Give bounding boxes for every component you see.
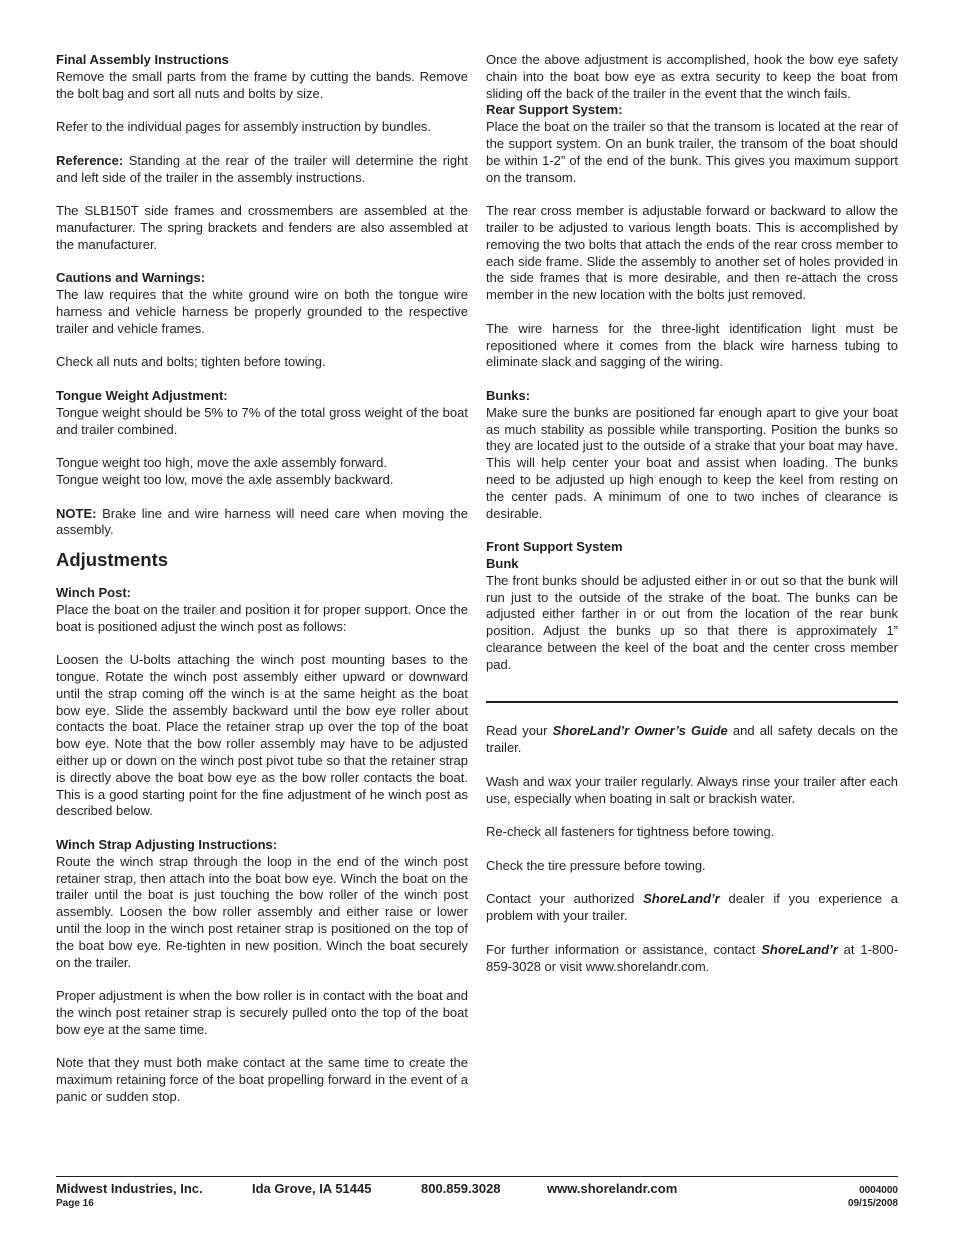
footer-website: www.shorelandr.com <box>547 1181 678 1196</box>
front-support-text: The front bunks should be adjusted either in or out so that the bunk will run just to the outside of the strake of the boat. The bunks can be adjusted either farther in or out from the location of the rear bunk position. Adjust the bunks up so that there is approximately 1” clearance between the keel of the boat and the center cross member pad. <box>486 572 898 672</box>
proper-text: Proper adjustment is when the bow roller is in contact with the boat and the winch post retainer strap is securely pulled onto the top of the boat bow eye at the same time. <box>56 988 468 1037</box>
final-assembly-heading: Final Assembly Instructions <box>56 52 229 67</box>
tongue-text: Tongue weight should be 5% to 7% of the total gross weight of the boat and trailer combined. <box>56 404 468 437</box>
once-text: Once the above adjustment is accomplished, hook the bow eye safety chain into the boat bow eye as extra security to keep the boat from sliding off the back of the trailer in the event that the winch fails. <box>486 52 898 101</box>
loosen-text: Loosen the U-bolts attaching the winch post mounting bases to the tongue. Rotate the winch post assembly either upward or downward until the strap coming off the winch is at the same height as the boat bow eye. Slide the assembly backward until the bow eye roller about contacts the boat. Place the retainer strap up over the top of the boat bow eye. Note that the bow roller assembly may have to be adjusted either up or down on the winch post pivot tube so that the retainer strap is directly above the boat bow eye as the bow roller contacts the boat. This is a good starting point for the fine adjustment of he winch post as described below. <box>56 652 468 819</box>
strap-text: Route the winch strap through the loop in the end of the winch post retainer strap, then attach into the boat bow eye. Winch the boat on the trailer until the boat is just touching the bow roller of the winch post assembly. Loosen the bow roller assembly and either raise or lower until the loop in the winch post retainer strap is positioned on the top of the boat bow eye. Re-tighten in new position. Winch the boat securely on the trailer. <box>56 853 468 970</box>
note-paragraph <box>56 506 468 540</box>
tongue-heading: Tongue Weight Adjustment: <box>56 387 228 403</box>
section-divider <box>486 701 898 703</box>
reference-text: Standing at the rear of the trailer will determine the right and left side of the trailer in the assembly instructions. <box>56 152 468 185</box>
strap-heading: Winch Strap Adjusting Instructions: <box>56 837 278 853</box>
further-paragraph <box>486 942 898 976</box>
adjustments-heading: Adjustments <box>56 549 169 571</box>
winch-post-heading: Winch Post: <box>56 585 131 601</box>
further-text-end: at 1-800-859-3028 or visit www.shorelandr.com. <box>486 941 898 974</box>
read-guide-paragraph <box>486 723 898 757</box>
left-column <box>56 52 468 1106</box>
contact-text-end: dealer if you experience a problem with your trailer. <box>486 891 898 924</box>
bunks-heading: Bunks: <box>486 387 531 403</box>
cautions-text: The law requires that the white ground wire on both the tongue wire harness and vehicle harness be properly grounded to the respective trailer and vehicle frames. <box>56 287 468 336</box>
final-assembly-text: Remove the small parts from the frame by cutting the bands. Remove the bolt bag and sort all nuts and bolts by size. <box>56 68 468 101</box>
contact-paragraph <box>486 891 898 925</box>
check-text: Check all nuts and bolts; tighten before towing. <box>56 354 326 370</box>
rear-cross-text: The rear cross member is adjustable forward or backward to allow the trailer to be adjusted to various length boats. This is accomplished by removing the two bolts that attach the ends of the rear cross member to each side frame. Slide the assembly to another set of holes provided in the side frames that is more desirable, and then re-attach the cross member in the new location with the bolts just removed. <box>486 203 898 303</box>
note-label: NOTE: <box>56 505 97 521</box>
reference-paragraph <box>56 153 468 187</box>
recheck-text: Re-check all fasteners for tightness before towing. <box>486 824 775 840</box>
cautions-heading: Cautions and Warnings: <box>56 270 206 286</box>
front-bunk-subheading: Bunk <box>486 555 519 571</box>
read-text-start: Read your <box>486 723 553 739</box>
refer-text: Refer to the individual pages for assembly instruction by bundles. <box>56 119 432 135</box>
read-text-end: and all safety decals on the trailer. <box>486 723 898 756</box>
front-support-heading: Front Support System <box>486 539 623 555</box>
page-footer <box>56 1176 898 1211</box>
wire-harness-text: The wire harness for the three-light identification light must be repositioned where it comes from the black wire harness tubing to eliminate slack and sagging of the wiring. <box>486 320 898 370</box>
brand-name: ShoreLand’r <box>643 891 720 907</box>
rear-support-heading: Rear Support System: <box>486 102 623 118</box>
winch-post-text: Place the boat on the trailer and position it for proper support. Once the boat is positioned adjust the winch post as follows: <box>56 601 468 634</box>
further-text-start: For further information or assistance, contact <box>486 941 762 957</box>
right-column <box>486 52 898 975</box>
page-number: Page 16 <box>56 1198 94 1209</box>
wash-text: Wash and wax your trailer regularly. Always rinse your trailer after each use, especially when boating in salt or brackish water. <box>486 773 898 806</box>
footer-city: Ida Grove, IA 51445 <box>252 1181 372 1196</box>
tire-text: Check the tire pressure before towing. <box>486 857 706 873</box>
reference-label: Reference: <box>56 152 124 168</box>
tongue-low-text: Tongue weight too low, move the axle assembly backward. <box>56 471 394 487</box>
footer-company: Midwest Industries, Inc. <box>56 1181 203 1196</box>
contact-text-start: Contact your authorized <box>486 891 644 907</box>
document-date: 09/15/2008 <box>847 1198 898 1209</box>
slb-text: The SLB150T side frames and crossmembers are assembled at the manufacturer. The spring brackets and fenders are also assembled at the manufacturer. <box>56 203 468 252</box>
footer-phone: 800.859.3028 <box>421 1181 501 1196</box>
both-text: Note that they must both make contact at the same time to create the maximum retaining force of the boat propelling forward in the event of a panic or sudden stop. <box>56 1055 468 1105</box>
brand-name: ShoreLand’r <box>761 941 838 957</box>
note-text: Brake line and wire harness will need care when moving the assembly. <box>56 505 468 538</box>
owners-guide-title: ShoreLand’r Owner’s Guide <box>552 723 728 739</box>
tongue-high-text: Tongue weight too high, move the axle assembly forward. <box>56 455 387 471</box>
rear-support-text: Place the boat on the trailer so that the transom is located at the rear of the support system. On an bunk trailer, the transom of the boat should be within 1-2” of the end of the bunk. This gives you maximum support on the transom. <box>486 119 898 185</box>
document-code: 0004000 <box>859 1185 898 1196</box>
bunks-text: Make sure the bunks are positioned far enough apart to give your boat as much stability as possible while transporting. Position the bunks so they are located just to the outside of a strake that your boat may have. This will help center your boat and assist when loading. The bunks need to be adjusted up high enough to keep the keel from resting on the center pads. A minimum of one to two inches of clearance is desirable. <box>486 404 898 521</box>
